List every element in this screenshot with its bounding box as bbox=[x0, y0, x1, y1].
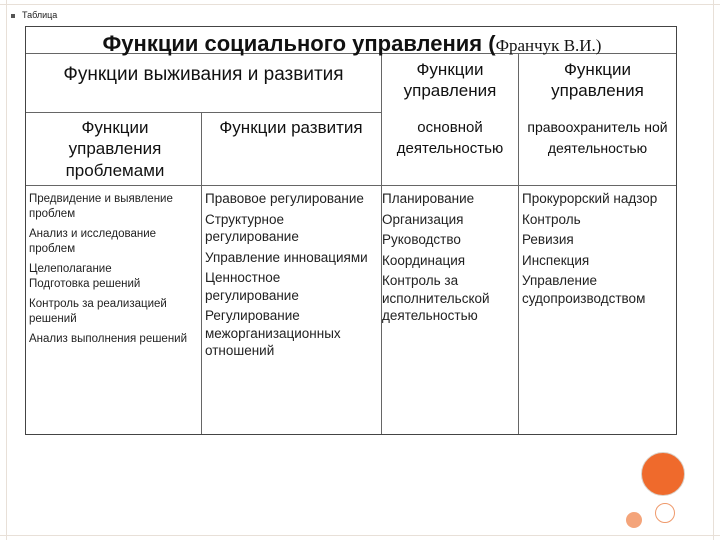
list-item: Анализ выполнения решений bbox=[29, 332, 188, 345]
slide-frame-left bbox=[6, 0, 7, 540]
list-item: Координация bbox=[382, 252, 466, 268]
list-item: Регулирование межорганизационных отношений bbox=[205, 308, 341, 359]
list-item: Руководство bbox=[382, 232, 461, 248]
header-col3: Функции управления bbox=[403, 60, 497, 101]
list-item: Планирование bbox=[382, 191, 475, 206]
subheader-law-enforcement: правоохранитель ной деятельностью bbox=[527, 119, 668, 156]
subheader-development: Функции развития bbox=[219, 118, 363, 137]
decor-circle-small bbox=[626, 512, 642, 528]
list-item: Правовое регулирование bbox=[205, 191, 364, 206]
list-item: Контроль bbox=[522, 211, 581, 227]
slide-frame-top bbox=[0, 4, 720, 5]
list-item: Организация bbox=[382, 211, 464, 227]
list-item: Подготовка решений bbox=[29, 277, 141, 290]
bullet-icon bbox=[11, 14, 15, 18]
header-col4: Функции управления bbox=[551, 60, 644, 101]
list-item: Структурное регулирование bbox=[205, 211, 299, 245]
list-item: Анализ и исследование проблем bbox=[29, 227, 157, 255]
list-item: Инспекция bbox=[522, 252, 590, 268]
col-problem-functions bbox=[29, 192, 197, 351]
col-divider-1 bbox=[201, 112, 202, 434]
slide-label: Таблица bbox=[22, 10, 58, 20]
list-item: Управление инновациями bbox=[205, 249, 368, 265]
decor-circle-ring bbox=[655, 503, 675, 523]
slide-frame-right bbox=[713, 0, 714, 540]
group-header: Функции выживания и развития bbox=[63, 64, 344, 85]
col-development-functions bbox=[205, 190, 377, 363]
col-divider-3 bbox=[518, 53, 519, 434]
col-main-activity-functions bbox=[382, 190, 516, 328]
table-author: Франчук В.И.) bbox=[495, 36, 602, 55]
decor-circle-large bbox=[641, 452, 685, 496]
list-item: Контроль за реализацией решений bbox=[29, 297, 167, 325]
list-item: Ревизия bbox=[522, 232, 574, 248]
header-divider bbox=[26, 185, 676, 186]
list-item: Прокурорский надзор bbox=[522, 191, 658, 206]
list-item: Управление судопроизводством bbox=[522, 273, 646, 306]
group-divider bbox=[26, 112, 381, 113]
functions-table bbox=[25, 26, 677, 435]
table-title: Функции социального управления (Франчук В.И.) bbox=[102, 31, 602, 56]
list-item: Предвидение и выявление проблем bbox=[29, 193, 173, 220]
col-law-enforcement-functions bbox=[522, 190, 674, 310]
list-item: Целеполагание bbox=[29, 262, 112, 275]
slide-frame-bottom bbox=[0, 535, 720, 536]
subheader-main-activity: основной деятельностью bbox=[396, 119, 504, 157]
list-item: Контроль за исполнительской деятельностью bbox=[382, 273, 490, 324]
list-item: Ценностное регулирование bbox=[205, 270, 299, 303]
subheader-problems: Функции управления проблемами bbox=[65, 118, 165, 180]
